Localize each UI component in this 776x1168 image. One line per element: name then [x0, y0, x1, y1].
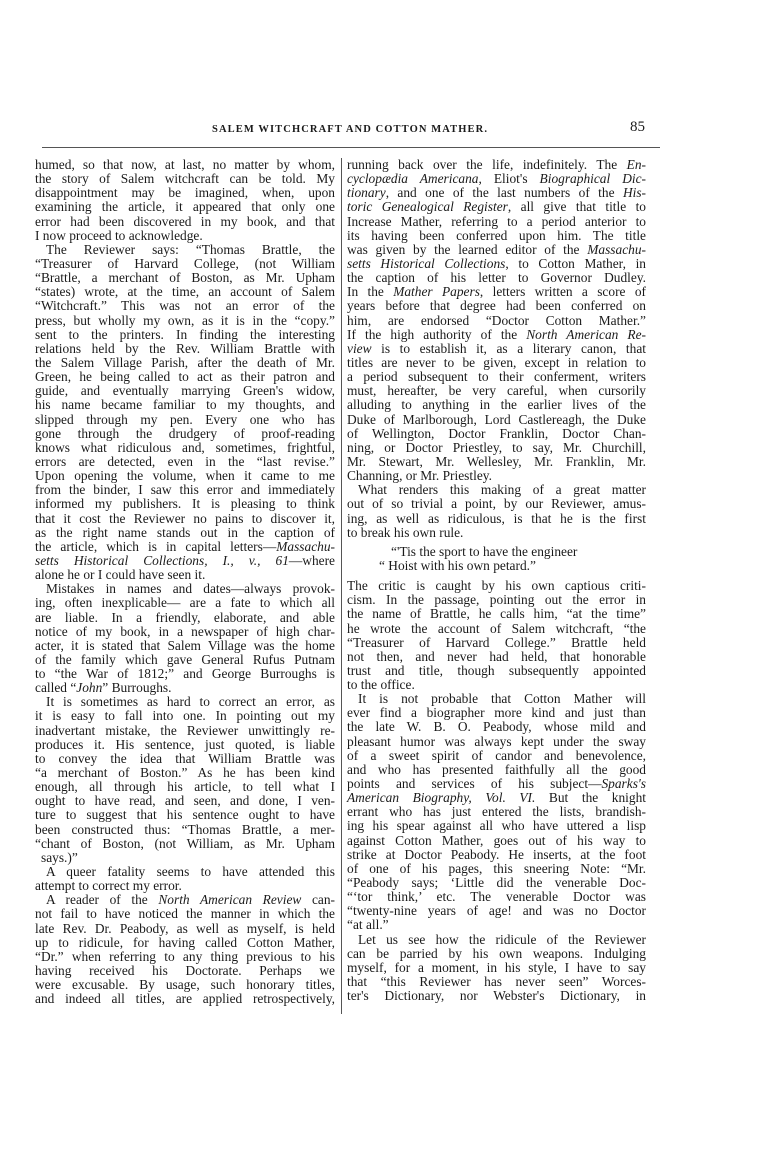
italic-text: setts Historical Collections [347, 255, 506, 271]
italic-text: American Biography, Vol. VI. [347, 790, 536, 806]
text-line [35, 893, 335, 907]
text-segment: pleasant humor was always kept under the sway [347, 733, 646, 749]
text-line [347, 720, 646, 734]
text-line [347, 243, 646, 257]
text-segment: error had been discovered in my book, and that [35, 213, 335, 229]
text-segment: to break his own rule. [347, 524, 464, 540]
text-segment: examining the article, it appeared that only one [35, 199, 335, 215]
text-segment: out of so trivial a point, by our Reviewer, amus- [347, 496, 646, 512]
text-segment: not fail to have noticed the manner in which the [35, 906, 335, 922]
text-segment: , Eliot's [478, 171, 540, 187]
text-line [35, 879, 335, 893]
text-segment: of the family which gave General Rufus Putnam [35, 651, 335, 667]
text-line [35, 780, 335, 794]
italic-text: North American Review [158, 892, 302, 908]
text-line [35, 285, 335, 299]
text-segment: disappointment may be imagined, when, upon [35, 185, 335, 201]
italic-text: En- [626, 157, 646, 172]
text-segment: the Salem Village Parish, after the death of Mr. [35, 354, 335, 370]
text-line [347, 398, 646, 412]
italic-text: John [76, 680, 103, 696]
text-segment: is to establish it, as a literary canon, that [371, 340, 646, 356]
text-line [35, 808, 335, 822]
text-line [347, 413, 646, 427]
text-segment: errors are detected, even in the “last revise.” [35, 453, 335, 469]
text-segment: it is easy to fall into one. In pointing out my [35, 708, 335, 724]
text-line [35, 922, 335, 936]
text-segment: Let us see how the ridicule of the Reviewer [358, 931, 646, 947]
text-line [35, 497, 335, 511]
text-line [35, 823, 335, 837]
text-segment: the caption of his letter to Governor Dudley. [347, 270, 646, 286]
text-line [347, 497, 646, 511]
italic-text: view [347, 340, 372, 356]
text-segment: ought to have read, and seen, and done, I ven- [35, 793, 335, 809]
text-segment: “a merchant of Boston.” As he has been kind [35, 765, 335, 781]
text-segment: guide, and eventually marrying Green's widow, [35, 383, 335, 399]
text-segment: his name became familiar to my thoughts, and [35, 397, 335, 413]
text-line [347, 636, 646, 650]
text-segment: of a sweet spirit of candor and benevolence, [347, 747, 646, 763]
text-line [347, 559, 646, 573]
text-line [347, 692, 646, 706]
text-line [35, 526, 335, 540]
text-segment: him, are endorsed “Doctor Cotton Mather.” [347, 312, 646, 328]
text-line [35, 172, 335, 186]
text-line [35, 794, 335, 808]
text-segment: “ Hoist with his own petard.” [379, 557, 536, 573]
text-segment: to “the War of 1812;” and George Burroughs is [35, 666, 335, 682]
text-segment: produces it. His sentence, just quoted, is liable [35, 736, 335, 752]
text-segment: must, hereafter, be very careful, when cursorily [347, 383, 646, 399]
text-line [347, 441, 646, 455]
text-segment: Duke of Marlborough, Lord Castlereagh, the Duke [347, 411, 646, 427]
text-line [35, 356, 335, 370]
text-segment: the article, which is in capital letters— [35, 538, 277, 554]
text-line [35, 158, 335, 172]
text-line [347, 356, 646, 370]
text-segment: gone through the drudgery of proof-reading [35, 425, 335, 441]
italic-text: Massachu- [587, 241, 646, 257]
text-segment: Green, he being called to act as their patron and [35, 369, 335, 385]
text-line [35, 596, 335, 610]
text-segment: strike at Doctor Peabody. He inserts, at the foot [347, 846, 646, 862]
text-line [347, 427, 646, 441]
running-head-title: SALEM WITCHCRAFT AND COTTON MATHER. [212, 124, 489, 135]
italic-text: setts Historical Collections, I., v., 61 [35, 552, 289, 568]
text-line [347, 918, 646, 932]
text-segment: the late W. B. O. Peabody, whose mild and [347, 719, 646, 735]
text-segment: I now proceed to acknowledge. [35, 227, 203, 243]
text-line [35, 837, 335, 851]
text-line [347, 342, 646, 356]
text-line [35, 314, 335, 328]
text-segment: having received his Doctorate. Perhaps we [35, 963, 335, 979]
text-segment: “at all.” [347, 917, 389, 933]
text-segment: Channing, or Mr. Priestley. [347, 468, 492, 484]
text-segment: The Reviewer says: “Thomas Brattle, the [46, 241, 335, 257]
text-segment: The critic is caught by his own captious criti- [347, 578, 646, 594]
text-line [347, 285, 646, 299]
text-line [347, 215, 646, 229]
text-segment: knows what ridiculous and, sometimes, frightful, [35, 439, 335, 455]
text-line [347, 819, 646, 833]
text-line [35, 950, 335, 964]
text-segment: ing, as well as ridiculous, is that he is the first [347, 510, 646, 526]
text-line [35, 271, 335, 285]
text-line [347, 947, 646, 961]
text-segment: ning, or Doctor Priestley, to say, Mr. Churchill, [347, 439, 646, 455]
text-segment: and who has presented faithfully all the good [347, 761, 646, 777]
text-line [347, 512, 646, 526]
text-line [35, 625, 335, 639]
text-segment: ” Burroughs. [102, 680, 172, 696]
text-line [347, 545, 646, 559]
column-divider [341, 158, 342, 1014]
text-line [347, 848, 646, 862]
text-segment: acter, it is stated that Salem Village was the home [35, 637, 335, 653]
text-line [347, 593, 646, 607]
text-segment: of Wellington, Doctor Franklin, Doctor Chan- [347, 425, 646, 441]
text-segment: “'Tis the sport to have the engineer [391, 543, 578, 559]
italic-text: His- [622, 185, 646, 201]
text-segment: the name of Brattle, he calls him, “at the time” [347, 606, 646, 622]
text-segment: its having been conferred upon him. The title [347, 227, 646, 243]
text-segment: says.)” [41, 849, 78, 865]
text-line [35, 257, 335, 271]
text-line [347, 186, 646, 200]
text-segment: inadvertant mistake, the Reviewer unwittingly re- [35, 722, 335, 738]
text-line [347, 650, 646, 664]
text-line [35, 215, 335, 229]
text-segment: can be parried by his own weapons. Indulging [347, 945, 646, 961]
page-number: 85 [630, 119, 645, 135]
text-segment: errant who has just entered the lists, brandish- [347, 804, 646, 820]
text-segment: —where [288, 552, 335, 568]
italic-text: tionary [347, 185, 386, 201]
text-line [347, 314, 646, 328]
text-line [35, 469, 335, 483]
text-line [35, 568, 335, 582]
text-line [347, 678, 646, 692]
text-line [347, 706, 646, 720]
text-segment: were excusable. By usage, such honorary titles, [35, 977, 335, 993]
text-line [347, 876, 646, 890]
text-line [347, 735, 646, 749]
text-line [35, 455, 335, 469]
text-line [347, 328, 646, 342]
text-line [35, 667, 335, 681]
text-line [347, 607, 646, 621]
header-rule [42, 147, 660, 148]
text-line [35, 851, 335, 865]
text-line [35, 342, 335, 356]
text-segment: “Treasurer of Harvard College.” Brattle held [347, 634, 646, 650]
italic-text: Mather Papers [393, 284, 480, 300]
text-segment: informed my publishers. It is pleasing to think [35, 496, 335, 512]
text-line [35, 398, 335, 412]
text-line [35, 512, 335, 526]
text-segment: “Witchcraft.” This was not an error of the [35, 298, 335, 314]
text-line [347, 172, 646, 186]
text-line [35, 441, 335, 455]
text-segment: “Brattle, a merchant of Boston, as Mr. Upham [35, 270, 335, 286]
text-line [347, 200, 646, 214]
text-line [35, 752, 335, 766]
text-line [347, 257, 646, 271]
text-line [347, 791, 646, 805]
text-segment: , and one of the last numbers of the [385, 185, 623, 201]
text-segment: But the knight [535, 790, 646, 806]
text-line [347, 961, 646, 975]
text-segment: ter's Dictionary, nor Webster's Dictionary, in [347, 988, 646, 1004]
text-segment: titles are never to be given, except in relation to [347, 354, 646, 370]
text-line [35, 865, 335, 879]
text-segment: ture to suggest that his sentence ought to have [35, 807, 335, 823]
italic-text: Massachu- [276, 538, 335, 554]
text-line [347, 158, 646, 172]
text-segment: It is sometimes as hard to correct an error, as [46, 694, 335, 710]
italic-text: cyclopædia Americana [347, 171, 479, 187]
text-segment: was given by the learned editor of the [347, 241, 588, 257]
text-line [347, 299, 646, 313]
text-segment: slipped through my pen. Every one who has [35, 411, 335, 427]
text-segment: been constructed thus: “Thomas Brattle, a mer- [35, 821, 335, 837]
text-segment: , letters written a score of [479, 284, 646, 300]
text-segment: alone he or I could have seen it. [35, 567, 206, 583]
text-segment: Mistakes in names and dates—always provok- [46, 581, 335, 597]
text-segment: ing, often inexplicable— are a fate to which all [35, 595, 335, 611]
text-segment: myself, for a moment, in his style, I have to say [347, 959, 646, 975]
text-line [35, 370, 335, 384]
text-segment: that it cost the Reviewer no pains to discover it, [35, 510, 335, 526]
text-segment: enough, all through his article, to tell what I [35, 779, 335, 795]
text-segment: “Peabody says; ‘Little did the venerable Doc- [347, 875, 646, 891]
text-line [35, 243, 335, 257]
text-segment: sent to the printers. In finding the interesting [35, 326, 335, 342]
text-line [35, 964, 335, 978]
text-line [35, 766, 335, 780]
text-line [347, 455, 646, 469]
text-line [347, 622, 646, 636]
text-segment: humed, so that now, at last, no matter by whom, [35, 157, 335, 172]
text-line [347, 749, 646, 763]
text-segment: “chant of Boston, (not William, as Mr. Upham [35, 835, 335, 851]
text-segment: , to Cotton Mather, in [505, 255, 646, 271]
text-segment: If the high authority of the [347, 326, 527, 342]
text-line [347, 975, 646, 989]
text-segment: trust and title, though subsequently appointed [347, 662, 646, 678]
text-line [347, 271, 646, 285]
text-line [35, 978, 335, 992]
text-segment: against Cotton Mather, goes out of his way to [347, 832, 646, 848]
text-segment: up to ridicule, for having called Cotton Mather, [35, 934, 335, 950]
text-segment: Upon opening the volume, when it came to me [35, 468, 335, 484]
text-line [347, 664, 646, 678]
text-line [35, 724, 335, 738]
text-segment: A queer fatality seems to have attended this [46, 864, 335, 880]
text-line [347, 890, 646, 904]
text-segment: It is not probable that Cotton Mather will [358, 691, 646, 707]
text-line [347, 989, 646, 1003]
text-line [35, 554, 335, 568]
text-segment: , all give that title to [507, 199, 646, 215]
text-segment: years before that degree had been conferred on [347, 298, 646, 314]
text-line [347, 805, 646, 819]
text-segment: the story of Salem witchcraft can be told. My [35, 171, 335, 187]
text-segment: “states) wrote, at the time, an account of Salem [35, 284, 335, 300]
left-column [35, 158, 335, 1006]
text-line [35, 639, 335, 653]
text-line [35, 681, 335, 695]
text-line [347, 483, 646, 497]
text-segment: press, but wholly my own, as it is in the “copy.” [35, 312, 335, 328]
text-line [35, 695, 335, 709]
text-line [35, 299, 335, 313]
text-line [347, 526, 646, 540]
italic-text: North American Re- [526, 326, 646, 342]
text-segment: called “ [35, 680, 77, 696]
text-line [35, 936, 335, 950]
text-segment: attempt to correct my error. [35, 878, 182, 894]
text-segment: to the office. [347, 677, 415, 693]
text-segment: ing his spear against all who have uttered a lisp [347, 818, 646, 834]
text-segment: late Rev. Dr. Peabody, as well as myself, is held [35, 920, 335, 936]
text-segment: as the right name stands out in the caption of [35, 524, 335, 540]
text-line [347, 763, 646, 777]
text-line [35, 413, 335, 427]
text-segment: a period subsequent to their conferment, writers [347, 369, 646, 385]
text-segment: What renders this making of a great matter [358, 482, 646, 498]
text-line [347, 384, 646, 398]
text-segment: and indeed all titles, are applied retrospectively, [35, 991, 335, 1007]
text-segment: “twenty-nine years of age! and was no Doctor [347, 903, 646, 919]
text-line [35, 186, 335, 200]
text-segment: are liable. In a friendly, elaborate, and able [35, 609, 335, 625]
text-line [35, 427, 335, 441]
text-segment: running back over the life, indefinitely. The [347, 157, 627, 172]
text-segment: Increase Mather, referring to a period anterior to [347, 213, 646, 229]
text-line [347, 933, 646, 947]
right-column [347, 158, 646, 1003]
text-line [35, 907, 335, 921]
italic-text: Biographical Dic- [539, 171, 647, 187]
text-segment: alluding to anything in the earlier lives of the [347, 397, 646, 413]
text-line [347, 579, 646, 593]
text-segment: not then, and never had held, that honorable [347, 648, 646, 664]
text-line [35, 229, 335, 243]
text-line [347, 370, 646, 384]
text-line [347, 229, 646, 243]
text-segment: ever find a biographer more kind and just than [347, 705, 646, 721]
text-segment: notice of my book, in a newspaper of high char- [35, 623, 335, 639]
text-segment: that “this Reviewer has never seen” Worces- [347, 974, 646, 990]
text-segment: relations held by the Rev. William Brattle with [35, 340, 335, 356]
text-segment: from the binder, I saw this error and immediately [35, 482, 335, 498]
text-line [347, 777, 646, 791]
text-line [347, 862, 646, 876]
text-line [347, 904, 646, 918]
text-segment: “‘tor think,’ etc. The venerable Doctor was [347, 889, 646, 905]
text-segment: A reader of the [46, 892, 159, 908]
text-line [35, 384, 335, 398]
text-segment: points and services of his subject— [347, 776, 602, 792]
text-line [35, 653, 335, 667]
text-line [35, 611, 335, 625]
text-segment: “Dr.” when referring to any thing previous to his [35, 948, 335, 964]
italic-text: Sparks's [601, 776, 646, 792]
text-line [35, 540, 335, 554]
text-segment: can- [301, 892, 335, 908]
text-segment: of one of his pages, this sneering Note: “Mr. [347, 860, 646, 876]
text-segment: he wrote the account of Salem witchcraft, “the [347, 620, 646, 636]
text-segment: Mr. Stewart, Mr. Wellesley, Mr. Franklin, Mr. [347, 453, 646, 469]
text-segment: “Treasurer of Harvard College, (not William [35, 255, 335, 271]
text-segment: In the [347, 284, 394, 300]
italic-text: toric Genealogical Register [347, 199, 508, 215]
text-line [35, 328, 335, 342]
text-segment: cism. In the passage, pointing out the error in [347, 592, 646, 608]
text-line [347, 834, 646, 848]
text-line [35, 200, 335, 214]
text-line [347, 469, 646, 483]
text-segment: to convey the idea that William Brattle was [35, 750, 335, 766]
text-line [35, 992, 335, 1006]
text-line [35, 483, 335, 497]
text-line [35, 709, 335, 723]
text-line [35, 582, 335, 596]
text-line [35, 738, 335, 752]
